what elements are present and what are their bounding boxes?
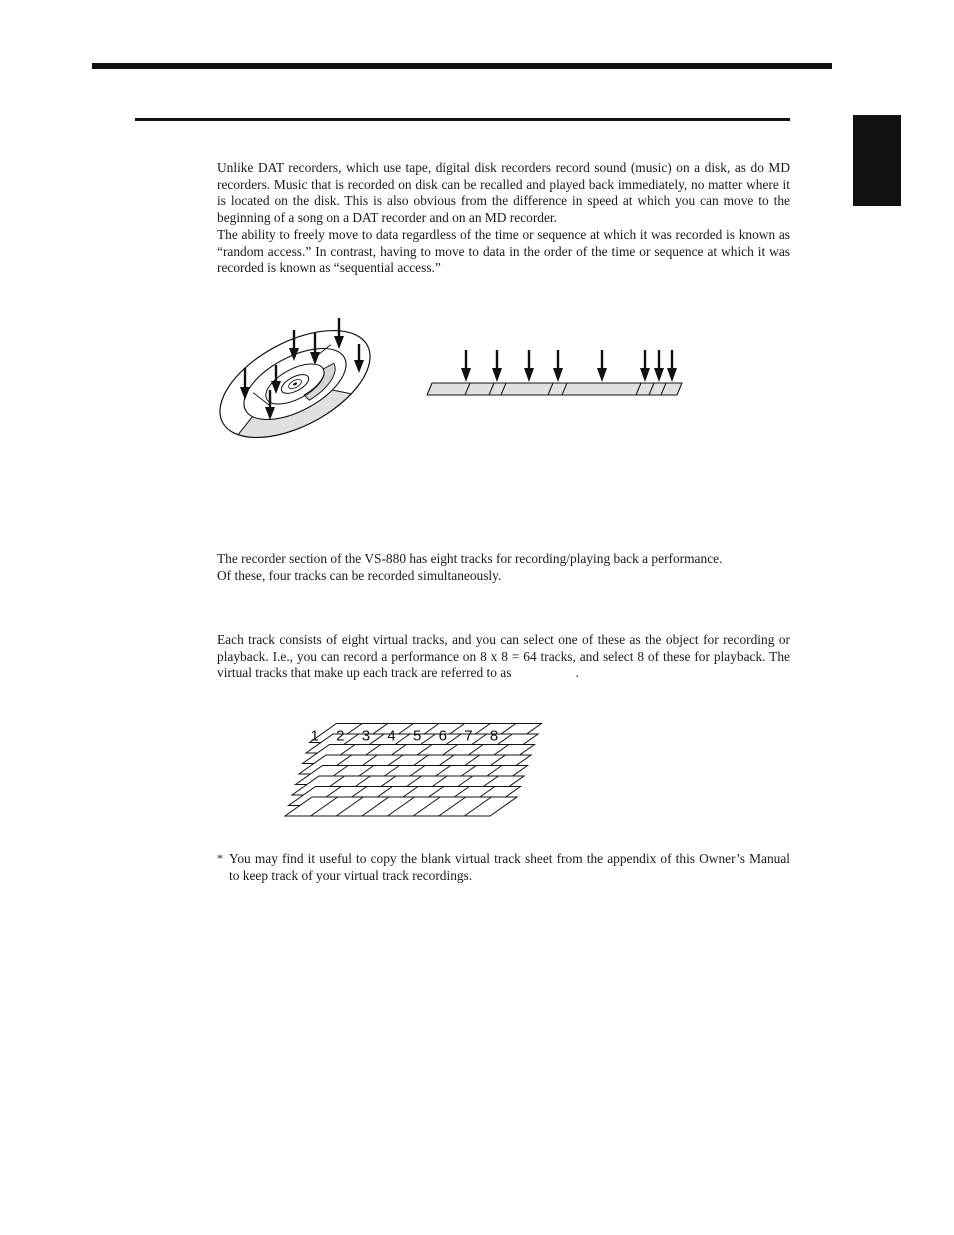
track-number-label: 3 [361,727,371,745]
track-number-label: 2 [336,727,345,745]
track-number-label: 4 [387,727,396,745]
tracks-paragraph-2: Of these, four tracks can be recorded simultaneously. [217,568,502,583]
random-access-paragraph-1: Unlike DAT recorders, which use tape, digital disk recorders record sound (music) on a disk, as do MD recorders. Music that is recorded on disk can be recalled and played back immediately, no matter where it is located on the disk. This is also obvious from the difference in speed at which you can move to the beginning of a song on a DAT recorder and on an MD recorder. [217,160,790,225]
track-number-label: 6 [438,727,447,745]
virtual-tracks-paragraph-end: . [575,665,579,681]
footnote-marker: * [217,851,223,865]
track-number-label: 8 [489,727,499,745]
virtual-tracks-paragraph-text: Each track consists of eight virtual tracks, and you can select one of these as the object for recording or playback. I.e., you can record a performance on 8 x 8 = 64 tracks, and select 8 of these for playback. The virtual tracks that make up each track are referred to as [217,632,790,681]
track-number-label: 5 [413,727,422,745]
virtual-track-layer [285,797,517,816]
random-access-paragraph-2: The ability to freely move to data regardless of the time or sequence at which it was recorded is known as “random access.” In contrast, having to move to data in the order of the time or sequence at which it was recorded is known as “sequential access.” [217,227,790,276]
tracks-paragraph-1: The recorder section of the VS-880 has eight tracks for recording/playing back a performance. [217,551,723,566]
track-number-label: 1 [310,727,319,745]
track-number-label: 7 [464,727,473,745]
footnote [217,851,790,884]
footnote-text: You may find it useful to copy the blank virtual track sheet from the appendix of this Owner’s Manual to keep track of your virtual track recordings. [229,851,790,883]
